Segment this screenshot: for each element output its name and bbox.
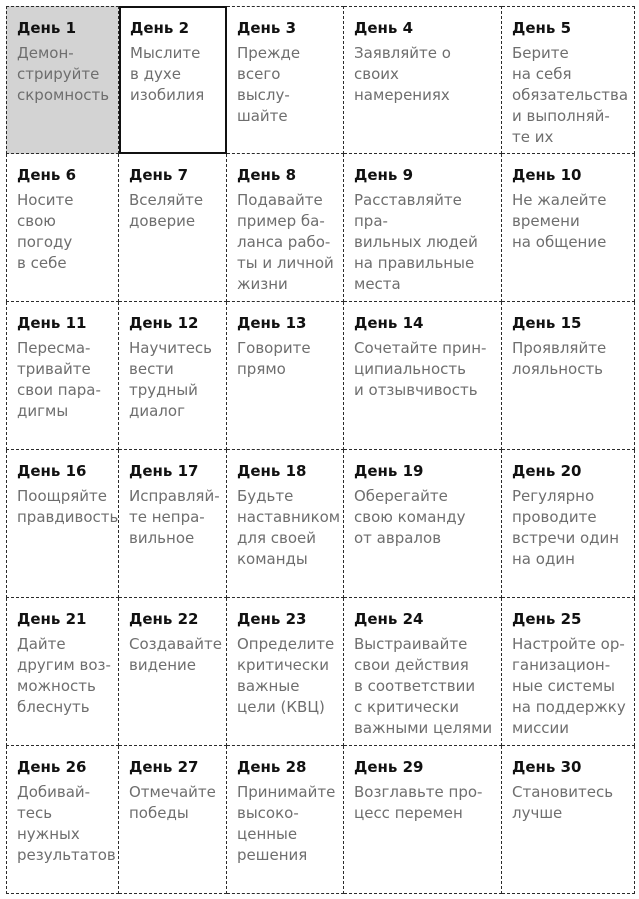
day-label: День 27 bbox=[129, 758, 199, 776]
day-cell[interactable] bbox=[227, 154, 344, 302]
day-label: День 20 bbox=[512, 462, 582, 480]
day-label: День 25 bbox=[512, 610, 582, 628]
day-cell[interactable] bbox=[344, 450, 502, 598]
day-label: День 26 bbox=[17, 758, 87, 776]
day-label: День 13 bbox=[237, 314, 307, 332]
day-task-text: Вселяйте доверие bbox=[129, 191, 204, 230]
day-task-text: Пересма- тривайте свои пара- дигмы bbox=[17, 339, 101, 420]
day-label: День 17 bbox=[129, 462, 199, 480]
day-cell[interactable] bbox=[344, 154, 502, 302]
day-task-text: Прежде всего выслу- шайте bbox=[237, 44, 301, 125]
day-cell[interactable] bbox=[6, 746, 119, 894]
day-task-text: Создавайте видение bbox=[129, 635, 222, 674]
day-cell[interactable] bbox=[6, 154, 119, 302]
day-cell[interactable] bbox=[227, 302, 344, 450]
day-label: День 15 bbox=[512, 314, 582, 332]
day-label: День 11 bbox=[17, 314, 87, 332]
day-label: День 14 bbox=[354, 314, 424, 332]
day-cell[interactable] bbox=[502, 6, 635, 154]
day-label: День 9 bbox=[354, 166, 414, 184]
day-task-text: Оберегайте свою команду от авралов bbox=[354, 487, 466, 547]
day-task-text: Становитесь лучше bbox=[512, 783, 614, 822]
day-task-text: Регулярно проводите встречи один на один bbox=[512, 487, 620, 568]
day-task-text: Не жалейте времени на общение bbox=[512, 191, 607, 251]
day-task-text: Берите на себя обязательства и выполняй- те их bbox=[512, 44, 629, 146]
day-cell[interactable] bbox=[119, 450, 227, 598]
day-task-text: Говорите прямо bbox=[237, 339, 311, 378]
day-cell[interactable] bbox=[502, 598, 635, 746]
day-task-text: Поощряйте правдивость bbox=[17, 487, 119, 526]
day-label: День 23 bbox=[237, 610, 307, 628]
day-cell[interactable] bbox=[227, 450, 344, 598]
day-cell[interactable] bbox=[119, 6, 227, 154]
day-label: День 4 bbox=[354, 19, 414, 37]
day-cell[interactable] bbox=[6, 598, 119, 746]
day-cell[interactable] bbox=[227, 598, 344, 746]
day-cell[interactable] bbox=[119, 598, 227, 746]
day-task-text: Возглавьте про- цесс перемен bbox=[354, 783, 483, 822]
day-cell[interactable] bbox=[119, 154, 227, 302]
day-cell[interactable] bbox=[6, 450, 119, 598]
day-task-text: Сочетайте прин- ципиальность и отзывчивость bbox=[354, 339, 487, 399]
day-cell[interactable] bbox=[119, 302, 227, 450]
day-task-text: Носите свою погоду в себе bbox=[17, 191, 74, 272]
day-label: День 19 bbox=[354, 462, 424, 480]
day-task-text: Демон- стрируйте скромность bbox=[17, 44, 110, 104]
day-label: День 8 bbox=[237, 166, 297, 184]
day-cell[interactable] bbox=[502, 302, 635, 450]
day-task-text: Исправляй- те непра- вильное bbox=[129, 487, 220, 547]
day-label: День 5 bbox=[512, 19, 572, 37]
day-task-text: Дайте другим воз- можность блеснуть bbox=[17, 635, 111, 716]
day-label: День 3 bbox=[237, 19, 297, 37]
day-cell[interactable] bbox=[502, 154, 635, 302]
day-label: День 28 bbox=[237, 758, 307, 776]
day-cell[interactable] bbox=[502, 746, 635, 894]
day-label: День 22 bbox=[129, 610, 199, 628]
day-task-text: Настройте ор- ганизацион- ные системы на поддержку миссии bbox=[512, 635, 626, 737]
day-label: День 16 bbox=[17, 462, 87, 480]
day-label: День 2 bbox=[130, 19, 190, 37]
day-label: День 10 bbox=[512, 166, 582, 184]
day-label: День 12 bbox=[129, 314, 199, 332]
day-task-text: Мыслите в духе изобилия bbox=[130, 44, 205, 104]
day-cell[interactable] bbox=[344, 746, 502, 894]
day-label: День 1 bbox=[17, 19, 77, 37]
day-task-text: Будьте наставником для своей команды bbox=[237, 487, 341, 568]
day-task-text: Определите критически важные цели (КВЦ) bbox=[237, 635, 335, 716]
day-task-text: Научитесь вести трудный диалог bbox=[129, 339, 213, 420]
day-label: День 24 bbox=[354, 610, 424, 628]
day-task-text: Проявляйте лояльность bbox=[512, 339, 607, 378]
day-task-text: Принимайте высоко- ценные решения bbox=[237, 783, 336, 864]
day-cell[interactable] bbox=[6, 6, 119, 154]
day-label: День 29 bbox=[354, 758, 424, 776]
day-cell[interactable] bbox=[344, 598, 502, 746]
day-label: День 30 bbox=[512, 758, 582, 776]
day-label: День 18 bbox=[237, 462, 307, 480]
day-label: День 6 bbox=[17, 166, 77, 184]
day-cell[interactable] bbox=[227, 6, 344, 154]
day-cell[interactable] bbox=[227, 746, 344, 894]
day-task-text: Подавайте пример ба- ланса рабо- ты и личной жизни bbox=[237, 191, 334, 293]
thirty-day-calendar bbox=[6, 6, 635, 894]
day-task-text: Заявляйте о своих намерениях bbox=[354, 44, 451, 104]
day-task-text: Отмечайте победы bbox=[129, 783, 216, 822]
day-task-text: Выстраивайте свои действия в соответствии с критически важными целями bbox=[354, 635, 493, 737]
day-cell[interactable] bbox=[119, 746, 227, 894]
day-cell[interactable] bbox=[344, 302, 502, 450]
day-cell[interactable] bbox=[6, 302, 119, 450]
day-task-text: Расставляйте пра- вильных людей на правильные места bbox=[354, 191, 478, 293]
day-cell[interactable] bbox=[344, 6, 502, 154]
day-task-text: Добивай- тесь нужных результатов bbox=[17, 783, 116, 864]
day-label: День 7 bbox=[129, 166, 189, 184]
day-label: День 21 bbox=[17, 610, 87, 628]
day-cell[interactable] bbox=[502, 450, 635, 598]
